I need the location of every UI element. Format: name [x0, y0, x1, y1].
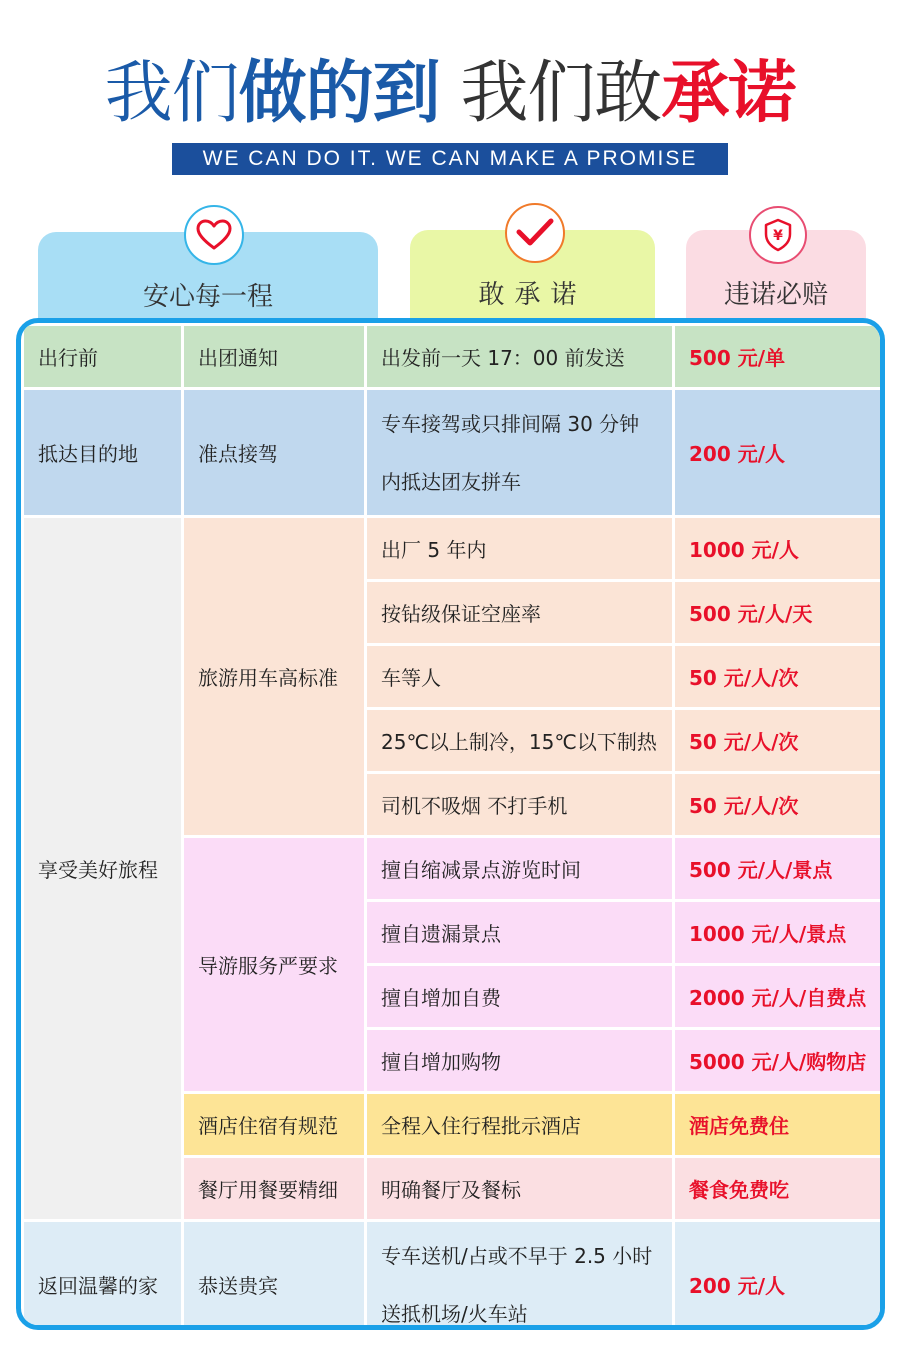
desc-cell: 明确餐厅及餐标	[367, 1158, 672, 1219]
desc-cell: 擅自增加购物	[367, 1030, 672, 1091]
desc-cell: 出厂 5 年内	[367, 518, 672, 579]
item-cell: 餐厅用餐要精细	[184, 1158, 364, 1219]
comp-cell: 2000 元/人/自费点	[675, 966, 882, 1027]
comp-cell: 50 元/人/次	[675, 646, 882, 707]
comp-cell: 1000 元/人/景点	[675, 902, 882, 963]
item-cell: 出团通知	[184, 326, 364, 387]
title-part-4: 承诺	[661, 54, 796, 133]
comp-cell: 500 元/单	[675, 326, 882, 387]
tab-label: 安心每一程	[142, 282, 273, 312]
tab-label: 违诺必赔	[723, 280, 828, 310]
comp-cell: 200 元/人	[675, 1222, 882, 1330]
comp-cell: 500 元/人/景点	[675, 838, 882, 899]
title-part-2: 做的到	[238, 54, 440, 133]
desc-cell: 司机不吸烟 不打手机	[367, 774, 672, 835]
stage-cell: 享受美好旅程	[24, 518, 181, 1219]
stage-cell: 抵达目的地	[24, 390, 181, 515]
desc-cell: 车等人	[367, 646, 672, 707]
stage-cell: 返回温馨的家	[24, 1222, 181, 1330]
heart-icon	[184, 205, 244, 265]
desc-cell: 按钻级保证空座率	[367, 582, 672, 643]
check-icon	[505, 203, 565, 263]
item-cell: 准点接驾	[184, 390, 364, 515]
title-part-3: 我们敢	[460, 54, 662, 133]
desc-cell: 擅自增加自费	[367, 966, 672, 1027]
desc-cell: 出发前一天 17：00 前发送	[367, 326, 672, 387]
tab-label: 敢承诺	[478, 280, 587, 310]
item-cell: 导游服务严要求	[184, 838, 364, 1091]
subtitle-banner: WE CAN DO IT. WE CAN MAKE A PROMISE	[172, 143, 728, 175]
comp-cell: 酒店免费住	[675, 1094, 882, 1155]
desc-cell: 25℃以上制冷，15℃以下制热	[367, 710, 672, 771]
desc-cell: 全程入住行程批示酒店	[367, 1094, 672, 1155]
desc-cell	[367, 1222, 672, 1330]
item-cell: 恭送贵宾	[184, 1222, 364, 1330]
desc-line: 送抵机场/火车站	[381, 1301, 528, 1326]
comp-cell: 1000 元/人	[675, 518, 882, 579]
desc-cell: 擅自遗漏景点	[367, 902, 672, 963]
promise-table-frame	[16, 318, 885, 1330]
comp-cell: 餐食免费吃	[675, 1158, 882, 1219]
item-cell: 旅游用车高标准	[184, 518, 364, 835]
comp-cell: 5000 元/人/购物店	[675, 1030, 882, 1091]
desc-cell	[367, 390, 672, 515]
promise-table	[24, 326, 882, 1330]
svg-text:¥: ¥	[773, 228, 783, 244]
stage-cell: 出行前	[24, 326, 181, 387]
comp-cell: 50 元/人/次	[675, 710, 882, 771]
desc-line: 专车接驾或只排间隔 30 分钟	[381, 411, 640, 436]
item-cell: 酒店住宿有规范	[184, 1094, 364, 1155]
title-part-1: 我们	[104, 54, 239, 133]
desc-line: 专车送机/占或不早于 2.5 小时	[381, 1243, 653, 1268]
page-title	[0, 52, 900, 136]
desc-cell: 擅自缩减景点游览时间	[367, 838, 672, 899]
yen-shield-icon	[749, 206, 807, 264]
comp-cell: 200 元/人	[675, 390, 882, 515]
comp-cell: 50 元/人/次	[675, 774, 882, 835]
desc-line: 内抵达团友拼车	[381, 469, 521, 494]
comp-cell: 500 元/人/天	[675, 582, 882, 643]
